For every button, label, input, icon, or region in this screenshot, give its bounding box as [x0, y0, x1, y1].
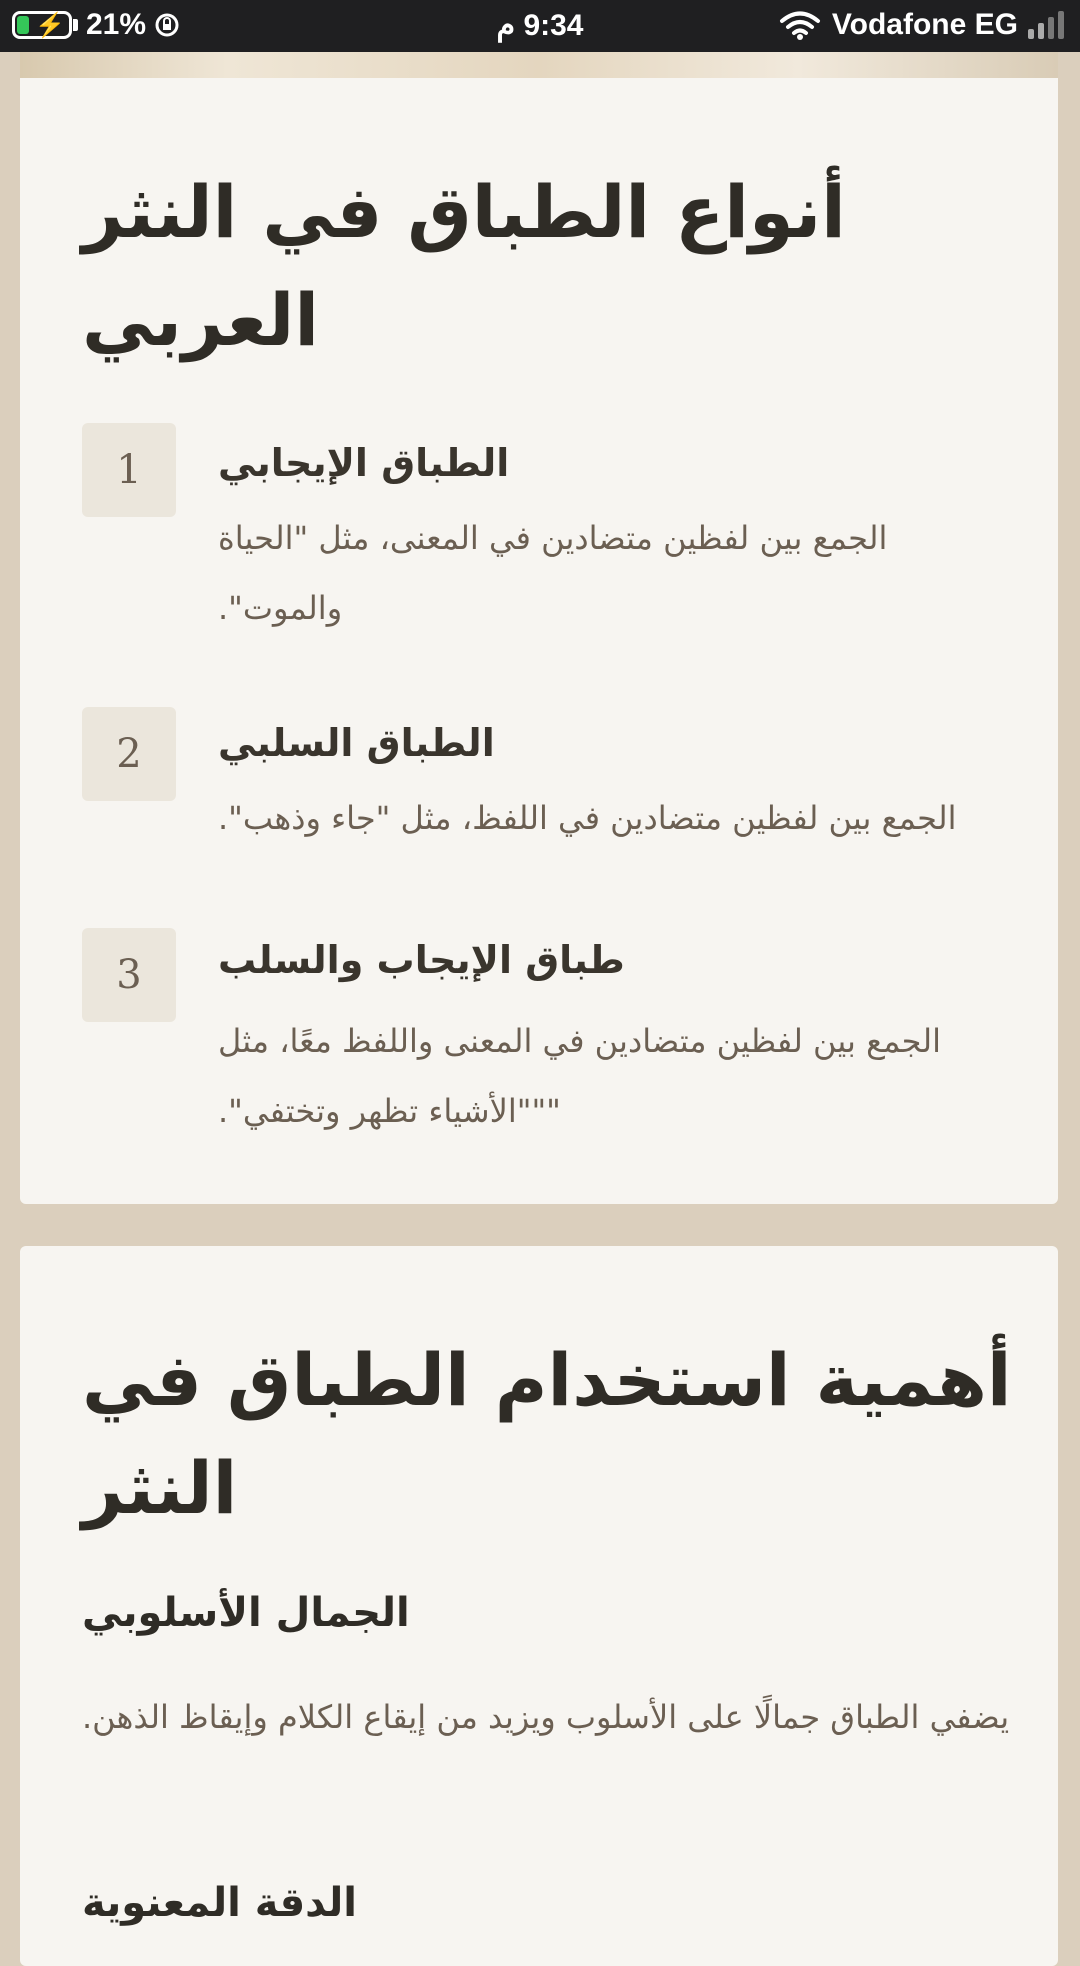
item-title: الطباق الإيجابي — [218, 441, 510, 485]
item-description: الجمع بين لفظين متضادين في اللفظ، مثل "جاء وذهب". — [218, 799, 957, 837]
point-title: الدقة المعنوية — [82, 1880, 358, 1926]
status-time: 9:34 م — [496, 9, 584, 42]
battery-percent: 21% — [86, 8, 147, 41]
point-title: الجمال الأسلوبي — [82, 1590, 410, 1636]
item-number: 3 — [82, 928, 176, 1022]
point-description: يضفي الطباق جمالًا على الأسلوب ويزيد من إيقاع الكلام وإيقاظ الذهن. — [82, 1698, 1010, 1736]
importance-title: أهمية استخدام الطباق في النثر — [82, 1338, 1012, 1530]
hero-image — [20, 52, 1058, 78]
signal-icon — [1028, 11, 1064, 39]
item-title: الطباق السلبي — [218, 721, 495, 765]
item-number: 1 — [82, 423, 176, 517]
item-description: الجمع بين لفظين متضادين في المعنى واللفظ معًا، مثل """الأشياء تظهر وتختفي". — [218, 1022, 941, 1130]
item-title: طباق الإيجاب والسلب — [218, 938, 625, 982]
types-card — [20, 78, 1058, 1204]
wifi-icon — [778, 10, 822, 40]
item-number: 2 — [82, 707, 176, 801]
item-description: الجمع بين لفظين متضادين في المعنى، مثل "الحياة والموت". — [218, 519, 888, 627]
status-right — [778, 8, 1064, 42]
battery-icon: ⚡ — [12, 11, 72, 39]
types-title: أنواع الطباق في النثر العربي — [82, 170, 846, 362]
carrier-name: Vodafone EG — [831, 8, 1018, 41]
status-bar — [0, 0, 1080, 52]
importance-card — [20, 1246, 1058, 1966]
